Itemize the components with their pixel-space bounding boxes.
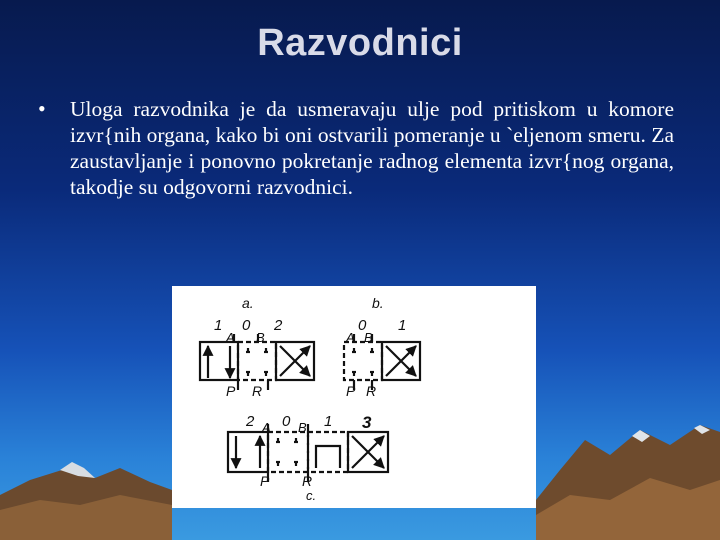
valve-a-port-b: B bbox=[256, 330, 265, 345]
valve-a-position-0: 0 bbox=[242, 317, 251, 334]
valve-b-port-r: R bbox=[366, 383, 377, 399]
valve-b-caption: b. bbox=[372, 295, 384, 311]
valve-c-port-p: P bbox=[260, 473, 270, 489]
valve-b-position-1: 1 bbox=[398, 317, 407, 334]
valve-a-port-r: R bbox=[252, 383, 263, 399]
valve-a-position-2: 2 bbox=[274, 317, 283, 334]
valve-b-position-0: 0 bbox=[358, 317, 367, 334]
valve-c-port-a: A bbox=[262, 420, 271, 435]
valve-b-symbol bbox=[344, 334, 420, 390]
bullet-marker: • bbox=[38, 96, 46, 121]
valve-b-port-p: P bbox=[346, 383, 356, 399]
valve-a-port-a: A bbox=[226, 330, 235, 345]
valve-c-position-2: 2 bbox=[246, 413, 255, 430]
valve-b-port-b: B bbox=[364, 330, 373, 345]
valve-a-position-1: 1 bbox=[214, 317, 223, 334]
valve-c-port-r: R bbox=[302, 473, 313, 489]
valve-diagram-figure bbox=[172, 286, 536, 508]
valve-diagram bbox=[172, 286, 536, 508]
valve-c-position-1: 1 bbox=[324, 413, 333, 430]
bullet-text: Uloga razvodnika je da usmeravaju ulje pod pritiskom u komore izvr{nih organa, kako bi oni ostvarili pomeranje u `eljenom smeru. Za zaustavljanje i ponovno pokretanje radnog elementa izvr{nog organa, takodje su odgovorni razvodnici. bbox=[70, 97, 674, 199]
slide-title: Razvodnici bbox=[257, 22, 463, 64]
bullet-item bbox=[38, 96, 674, 200]
valve-b-port-a: A bbox=[346, 330, 355, 345]
valve-c-position-0: 0 bbox=[282, 413, 291, 430]
valve-c-position-3: 3 bbox=[362, 413, 372, 432]
valve-a-caption: a. bbox=[242, 295, 254, 311]
valve-c-caption: c. bbox=[306, 488, 317, 503]
valve-a-port-p: P bbox=[226, 383, 236, 399]
valve-c-port-b: B bbox=[298, 420, 307, 435]
